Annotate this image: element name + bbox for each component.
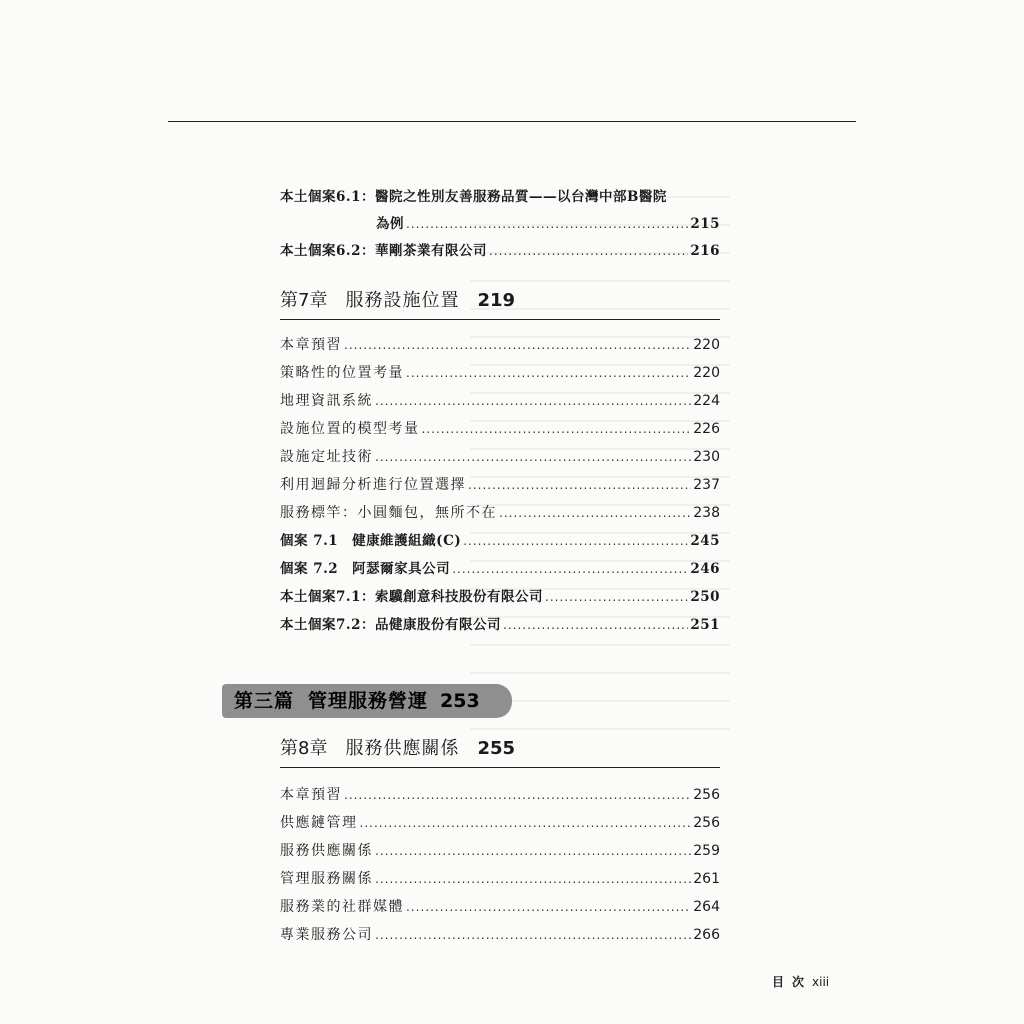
entry-label: 專業服務公司 (280, 927, 373, 943)
entry-label: 本土個案7.1：索驥創意科技股份有限公司 (280, 589, 543, 605)
entry-label: 服務標竿：小圓麵包，無所不在 (280, 505, 497, 521)
toc-entry (280, 392, 720, 410)
toc-entry (280, 448, 720, 466)
entry-page: 259 (693, 843, 720, 859)
leader-dots (545, 588, 688, 606)
entry-page: 226 (693, 421, 720, 437)
entry-label: 利用迴歸分析進行位置選擇 (280, 477, 466, 493)
part-3-banner (222, 684, 512, 718)
toc-entry (280, 842, 720, 860)
leader-dots (375, 870, 691, 888)
chapter-7-heading (280, 289, 720, 320)
toc-entry (280, 814, 720, 832)
entry-label: 管理服務關係 (280, 871, 373, 887)
chapter-8-heading (280, 737, 720, 768)
entry-label: 個案 7.2 阿瑟爾家具公司 (280, 561, 451, 577)
entry-page: 224 (693, 393, 720, 409)
part-page: 253 (440, 690, 480, 712)
toc-entry (280, 898, 720, 916)
toc-entry (280, 870, 720, 888)
part-title: 管理服務營運 (308, 690, 429, 712)
toc-entry (280, 476, 720, 494)
leader-dots (406, 215, 688, 233)
toc-entry (280, 926, 720, 944)
leader-dots (489, 242, 688, 260)
entry-page: 246 (690, 561, 720, 577)
entry-label: 設施位置的模型考量 (280, 421, 420, 437)
entry-page: 256 (693, 815, 720, 831)
entry-label: 本土個案6.1：醫院之性別友善服務品質——以台灣中部B醫院 (280, 189, 667, 205)
chapter-title: 服務供應關係 (345, 738, 460, 759)
entry-label: 本章預習 (280, 337, 342, 353)
leader-dots (468, 476, 691, 494)
chapter-page: 255 (477, 738, 516, 759)
entry-label: 供應鏈管理 (280, 815, 358, 831)
toc-entry (280, 336, 720, 354)
chapter-prefix: 第8章 (280, 738, 328, 759)
toc-entry-local-case-7-2 (280, 616, 720, 634)
part-prefix: 第三篇 (234, 690, 295, 712)
entry-page: 264 (693, 899, 720, 915)
entry-page: 261 (693, 871, 720, 887)
chapter-prefix: 第7章 (280, 290, 328, 311)
toc-entry (280, 786, 720, 804)
leader-dots (375, 842, 691, 860)
entry-label: 本章預習 (280, 787, 342, 803)
entry-label: 策略性的位置考量 (280, 365, 404, 381)
toc-entry (280, 504, 720, 522)
toc-entry-local-case-6-1-cont (280, 215, 720, 233)
entry-label: 本土個案6.2：華剛茶業有限公司 (280, 243, 487, 259)
entry-page: 220 (693, 337, 720, 353)
page-number: xiii (812, 975, 830, 989)
chapter-title: 服務設施位置 (345, 290, 460, 311)
entry-page: 266 (693, 927, 720, 943)
entry-label: 地理資訊系統 (280, 393, 373, 409)
leader-dots (375, 448, 691, 466)
header-rule (168, 121, 856, 122)
entry-label: 個案 7.1 健康維護組織(C) (280, 533, 462, 549)
leader-dots (452, 560, 688, 578)
toc-entry (280, 420, 720, 438)
toc-entry-local-case-6-2 (280, 242, 720, 260)
leader-dots (406, 364, 691, 382)
page-footer (772, 973, 829, 990)
entry-page: 216 (690, 243, 720, 259)
leader-dots (503, 616, 688, 634)
entry-label: 服務供應關係 (280, 843, 373, 859)
toc-entry-local-case-6-1 (280, 188, 720, 206)
entry-label: 服務業的社群媒體 (280, 899, 404, 915)
toc-entry-case-7-1 (280, 532, 720, 550)
entry-label: 為例 (376, 216, 404, 232)
entry-page: 215 (690, 216, 720, 232)
entry-page: 256 (693, 787, 720, 803)
toc-entry-local-case-7-1 (280, 588, 720, 606)
leader-dots (463, 532, 688, 550)
chapter-page: 219 (477, 290, 516, 311)
entry-page: 230 (693, 449, 720, 465)
toc-entry-case-7-2 (280, 560, 720, 578)
leader-dots (499, 504, 691, 522)
leader-dots (375, 926, 691, 944)
entry-page: 250 (690, 589, 720, 605)
entry-page: 220 (693, 365, 720, 381)
leader-dots (344, 336, 691, 354)
entry-page: 251 (690, 617, 720, 633)
footer-label: 目次 (772, 975, 813, 989)
entry-label: 本土個案7.2：品健康股份有限公司 (280, 617, 501, 633)
leader-dots (360, 814, 692, 832)
entry-page: 245 (690, 533, 720, 549)
leader-dots (344, 786, 691, 804)
leader-dots (375, 392, 691, 410)
leader-dots (406, 898, 691, 916)
entry-page: 238 (693, 505, 720, 521)
entry-page: 237 (693, 477, 720, 493)
toc-entry (280, 364, 720, 382)
leader-dots (422, 420, 692, 438)
entry-label: 設施定址技術 (280, 449, 373, 465)
